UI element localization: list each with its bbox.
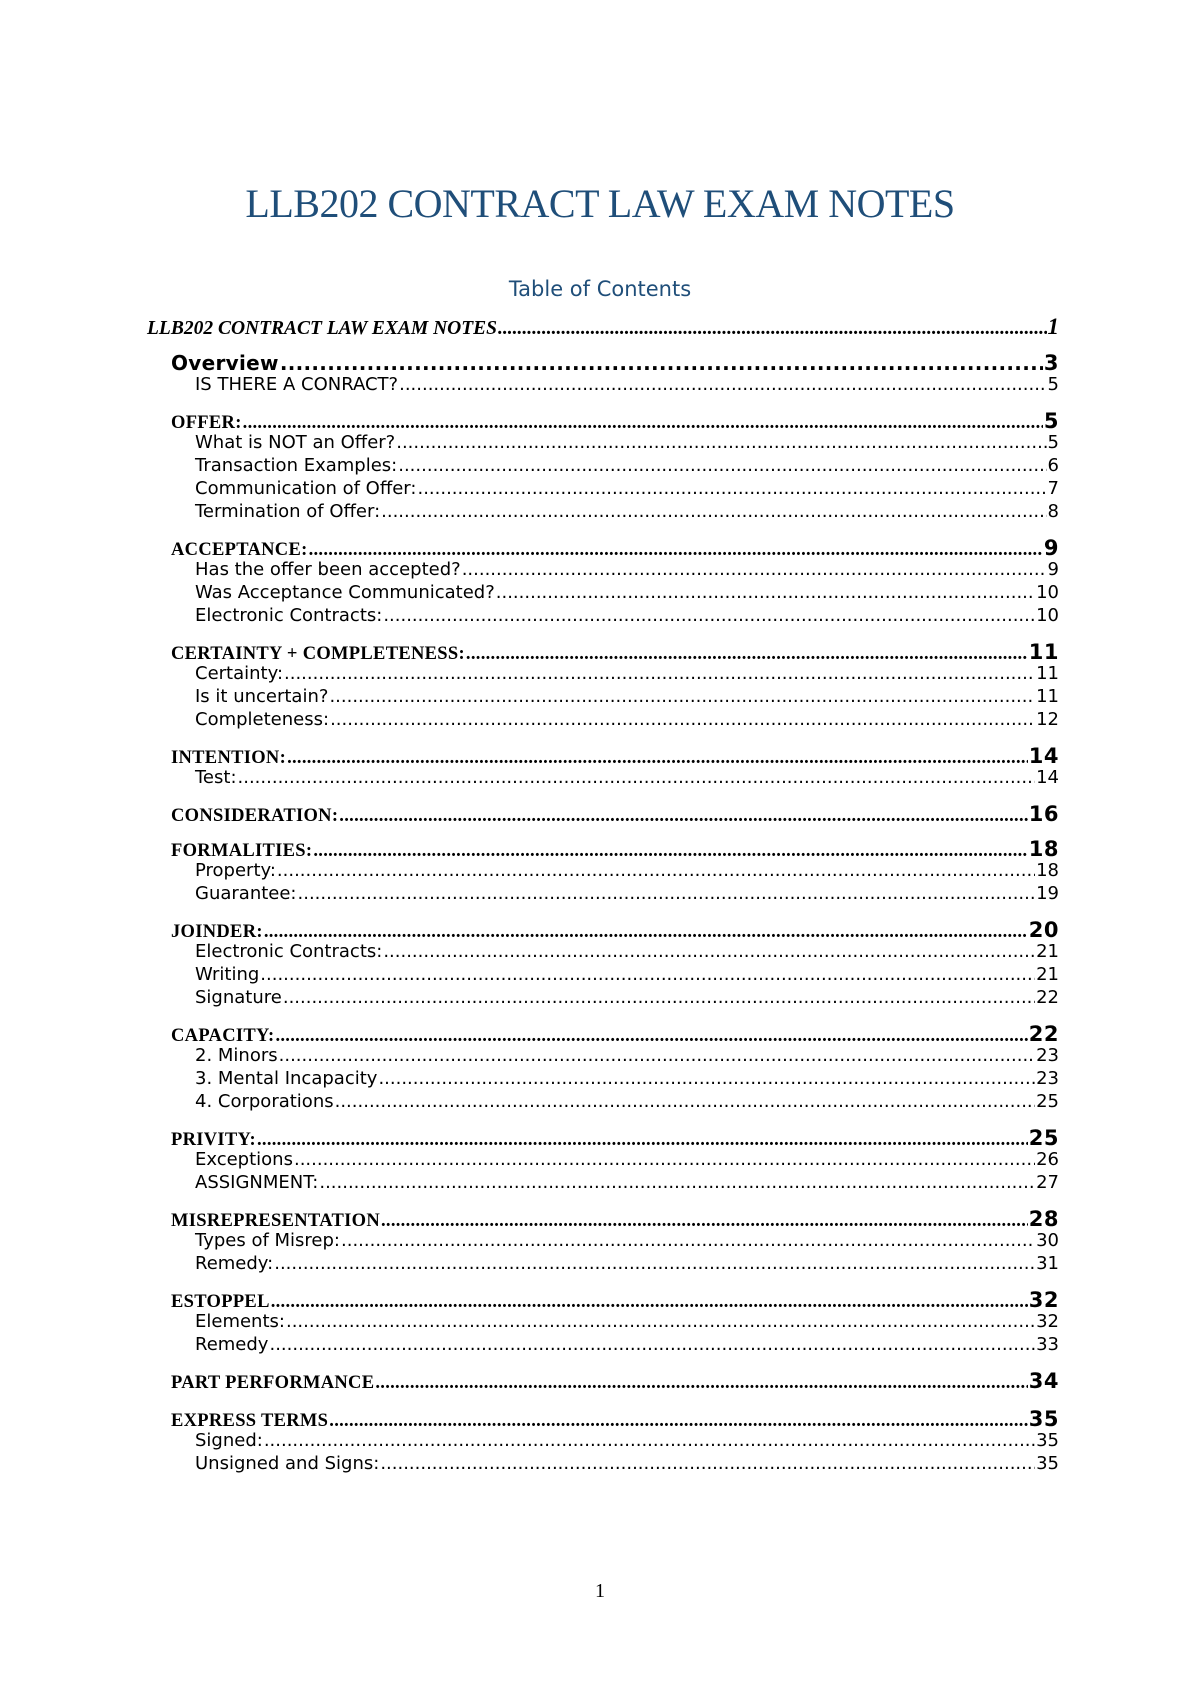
toc-entry-page: 32 bbox=[1028, 1288, 1059, 1312]
toc-entry[interactable] bbox=[195, 582, 1059, 603]
toc-dot-leader bbox=[396, 432, 1046, 453]
toc-dot-leader bbox=[496, 582, 1035, 603]
toc-entry-label: Guarantee: bbox=[195, 883, 297, 904]
toc-entry[interactable] bbox=[195, 455, 1059, 476]
toc-entry[interactable] bbox=[171, 1022, 1059, 1047]
toc-entry[interactable] bbox=[171, 640, 1059, 665]
toc-entry-page: 3 bbox=[1043, 351, 1059, 375]
toc-entry[interactable] bbox=[195, 1430, 1059, 1451]
toc-entry[interactable] bbox=[171, 744, 1059, 769]
toc-entry-label: Test: bbox=[195, 767, 237, 788]
toc-entry-page: 35 bbox=[1028, 1407, 1059, 1431]
toc-entry[interactable] bbox=[171, 918, 1059, 943]
toc-entry-label: Termination of Offer: bbox=[195, 501, 381, 522]
toc-entry-page: 27 bbox=[1036, 1172, 1059, 1193]
toc-entry-label: Overview bbox=[171, 351, 279, 375]
toc-entry-page: 30 bbox=[1036, 1230, 1059, 1251]
toc-dot-leader bbox=[287, 748, 1028, 769]
toc-entry-page: 9 bbox=[1043, 536, 1059, 560]
toc-entry-page: 26 bbox=[1036, 1149, 1059, 1170]
toc-entry-label: Signed: bbox=[195, 1430, 263, 1451]
toc-entry-label: Exceptions bbox=[195, 1149, 293, 1170]
toc-dot-leader bbox=[294, 1149, 1035, 1170]
toc-entry-page: 25 bbox=[1036, 1091, 1059, 1112]
toc-entry[interactable] bbox=[171, 1407, 1059, 1432]
toc-entry-label: OFFER: bbox=[171, 413, 242, 433]
toc-dot-leader bbox=[284, 663, 1035, 684]
toc-entry-page: 10 bbox=[1036, 582, 1059, 603]
toc-entry[interactable] bbox=[195, 941, 1059, 962]
toc-dot-leader bbox=[417, 478, 1046, 499]
toc-entry[interactable] bbox=[171, 536, 1059, 561]
toc-entry[interactable] bbox=[195, 605, 1059, 626]
toc-entry-label: Was Acceptance Communicated? bbox=[195, 582, 495, 603]
toc-entry[interactable] bbox=[171, 1126, 1059, 1151]
toc-entry[interactable] bbox=[195, 1149, 1059, 1170]
toc-entry-label: ASSIGNMENT: bbox=[195, 1172, 319, 1193]
toc-dot-leader bbox=[257, 1130, 1028, 1151]
toc-entry-label: CONSIDERATION: bbox=[171, 806, 339, 826]
toc-dot-leader bbox=[329, 1411, 1028, 1432]
toc-dot-leader bbox=[498, 318, 1047, 340]
document-title: LLB202 CONTRACT LAW EXAM NOTES bbox=[245, 181, 955, 226]
toc-entry[interactable] bbox=[195, 559, 1059, 580]
toc-dot-leader bbox=[462, 559, 1047, 580]
toc-entry-page: 5 bbox=[1047, 432, 1059, 453]
toc-entry-page: 9 bbox=[1047, 559, 1059, 580]
toc-entry-page: 11 bbox=[1028, 640, 1059, 664]
toc-entry[interactable] bbox=[171, 1207, 1059, 1232]
toc-entry-page: 10 bbox=[1036, 605, 1059, 626]
toc-entry-page: 23 bbox=[1036, 1045, 1059, 1066]
toc-dot-leader bbox=[381, 1211, 1028, 1232]
toc-entry-label: Elements: bbox=[195, 1311, 285, 1332]
toc-entry[interactable] bbox=[195, 1230, 1059, 1251]
toc-entry-page: 14 bbox=[1036, 767, 1059, 788]
toc-dot-leader bbox=[383, 605, 1035, 626]
toc-entry[interactable] bbox=[195, 964, 1059, 985]
toc-entry-label: Types of Misrep: bbox=[195, 1230, 340, 1251]
toc-entry-label: Remedy bbox=[195, 1334, 269, 1355]
toc-dot-leader bbox=[279, 1045, 1035, 1066]
toc-dot-leader bbox=[274, 1253, 1035, 1274]
toc-dot-leader bbox=[313, 841, 1027, 862]
toc-entry-page: 11 bbox=[1036, 663, 1059, 684]
toc-entry-page: 20 bbox=[1028, 918, 1059, 942]
toc-entry[interactable] bbox=[195, 432, 1059, 453]
toc-entry-label: 2. Minors bbox=[195, 1045, 278, 1066]
toc-dot-leader bbox=[286, 1311, 1035, 1332]
toc-dot-leader bbox=[280, 351, 1043, 375]
toc-dot-leader bbox=[341, 1230, 1035, 1251]
toc-dot-leader bbox=[329, 686, 1035, 707]
toc-entry-label: FORMALITIES: bbox=[171, 841, 313, 861]
toc-entry-label: Property: bbox=[195, 860, 276, 881]
toc-dot-leader bbox=[375, 1373, 1027, 1394]
toc-entry-page: 18 bbox=[1028, 837, 1059, 861]
toc-entry[interactable] bbox=[147, 314, 1059, 340]
toc-dot-leader bbox=[466, 644, 1028, 665]
toc-entry-label: Certainty: bbox=[195, 663, 284, 684]
toc-entry-page: 12 bbox=[1036, 709, 1059, 730]
toc-dot-leader bbox=[238, 767, 1036, 788]
toc-entry-page: 22 bbox=[1036, 987, 1059, 1008]
toc-entry[interactable] bbox=[195, 501, 1059, 522]
toc-entry-page: 11 bbox=[1036, 686, 1059, 707]
toc-entry[interactable] bbox=[195, 1311, 1059, 1332]
toc-entry-label: Signature bbox=[195, 987, 282, 1008]
toc-entry-label: PART PERFORMANCE bbox=[171, 1373, 375, 1393]
toc-dot-leader bbox=[399, 374, 1046, 395]
toc-dot-leader bbox=[339, 806, 1027, 827]
toc-dot-leader bbox=[298, 883, 1036, 904]
toc-dot-leader bbox=[243, 413, 1043, 434]
toc-entry[interactable] bbox=[195, 1253, 1059, 1274]
toc-entry-label: Has the offer been accepted? bbox=[195, 559, 461, 580]
toc-entry[interactable] bbox=[195, 1334, 1059, 1355]
toc-entry-label: Electronic Contracts: bbox=[195, 941, 383, 962]
toc-dot-leader bbox=[381, 501, 1046, 522]
toc-heading: Table of Contents bbox=[508, 277, 692, 301]
toc-entry-label: INTENTION: bbox=[171, 748, 287, 768]
toc-dot-leader bbox=[275, 1026, 1027, 1047]
toc-entry-page: 21 bbox=[1036, 964, 1059, 985]
toc-entry-label: MISREPRESENTATION bbox=[171, 1211, 380, 1231]
toc-entry-page: 31 bbox=[1036, 1253, 1059, 1274]
toc-entry[interactable] bbox=[195, 709, 1059, 730]
toc-entry-page: 18 bbox=[1036, 860, 1059, 881]
toc-entry-page: 33 bbox=[1036, 1334, 1059, 1355]
toc-entry-label: LLB202 CONTRACT LAW EXAM NOTES bbox=[147, 318, 497, 339]
toc-entry[interactable] bbox=[195, 1172, 1059, 1193]
toc-entry-label: Transaction Examples: bbox=[195, 455, 398, 476]
toc-entry-page: 21 bbox=[1036, 941, 1059, 962]
toc-entry-label: Completeness: bbox=[195, 709, 330, 730]
toc-entry-label: 3. Mental Incapacity bbox=[195, 1068, 378, 1089]
toc-entry-page: 8 bbox=[1047, 501, 1059, 522]
toc-entry-label: CAPACITY: bbox=[171, 1026, 275, 1046]
toc-entry-label: Communication of Offer: bbox=[195, 478, 417, 499]
toc-entry-label: CERTAINTY + COMPLETENESS: bbox=[171, 644, 465, 664]
toc-entry-label: EXPRESS TERMS bbox=[171, 1411, 329, 1431]
toc-entry[interactable] bbox=[195, 987, 1059, 1008]
toc-dot-leader bbox=[264, 1430, 1035, 1451]
toc-entry-label: 4. Corporations bbox=[195, 1091, 334, 1112]
toc-entry-label: PRIVITY: bbox=[171, 1130, 256, 1150]
toc-entry-label: ACCEPTANCE: bbox=[171, 540, 308, 560]
toc-entry[interactable] bbox=[171, 1288, 1059, 1313]
toc-dot-leader bbox=[264, 922, 1028, 943]
toc-dot-leader bbox=[271, 1292, 1028, 1313]
toc-dot-leader bbox=[398, 455, 1046, 476]
toc-dot-leader bbox=[277, 860, 1035, 881]
toc-entry-label: IS THERE A CONRACT? bbox=[195, 374, 399, 395]
toc-entry-label: Remedy: bbox=[195, 1253, 274, 1274]
toc-entry[interactable] bbox=[195, 1045, 1059, 1066]
toc-entry[interactable] bbox=[195, 663, 1059, 684]
toc-entry[interactable] bbox=[195, 883, 1059, 904]
toc-entry-page: 7 bbox=[1047, 478, 1059, 499]
toc-entry[interactable] bbox=[171, 1369, 1059, 1394]
toc-entry-page: 35 bbox=[1036, 1453, 1059, 1474]
toc-dot-leader bbox=[378, 1068, 1035, 1089]
toc-entry-page: 25 bbox=[1028, 1126, 1059, 1150]
toc-entry-label: Writing bbox=[195, 964, 260, 985]
page-number: 1 bbox=[595, 1580, 605, 1602]
toc-entry[interactable] bbox=[195, 686, 1059, 707]
toc-entry-label: Electronic Contracts: bbox=[195, 605, 383, 626]
toc-dot-leader bbox=[309, 540, 1043, 561]
toc-dot-leader bbox=[269, 1334, 1035, 1355]
toc-dot-leader bbox=[260, 964, 1035, 985]
toc-entry[interactable] bbox=[171, 802, 1059, 827]
toc-entry-label: JOINDER: bbox=[171, 922, 263, 942]
toc-entry-page: 19 bbox=[1036, 883, 1059, 904]
toc-entry[interactable] bbox=[195, 1453, 1059, 1474]
toc-entry[interactable] bbox=[171, 409, 1059, 434]
toc-entry-page: 5 bbox=[1043, 409, 1059, 433]
toc-entry-label: What is NOT an Offer? bbox=[195, 432, 396, 453]
toc-entry-page: 6 bbox=[1047, 455, 1059, 476]
toc-entry-label: ESTOPPEL bbox=[171, 1292, 270, 1312]
toc-entry[interactable] bbox=[195, 374, 1059, 395]
toc-entry[interactable] bbox=[195, 478, 1059, 499]
toc-entry[interactable] bbox=[171, 351, 1059, 375]
toc-entry[interactable] bbox=[171, 837, 1059, 862]
toc-entry-label: Is it uncertain? bbox=[195, 686, 329, 707]
toc-entry-page: 22 bbox=[1028, 1022, 1059, 1046]
toc-entry-page: 34 bbox=[1028, 1369, 1059, 1393]
toc-entry-page: 14 bbox=[1028, 744, 1059, 768]
toc-entry[interactable] bbox=[195, 860, 1059, 881]
toc-dot-leader bbox=[380, 1453, 1035, 1474]
toc-entry-page: 35 bbox=[1036, 1430, 1059, 1451]
toc-entry-page: 32 bbox=[1036, 1311, 1059, 1332]
toc-entry-page: 16 bbox=[1028, 802, 1059, 826]
toc-dot-leader bbox=[330, 709, 1035, 730]
toc-entry[interactable] bbox=[195, 767, 1059, 788]
toc-entry-page: 28 bbox=[1028, 1207, 1059, 1231]
toc-dot-leader bbox=[383, 941, 1035, 962]
toc-entry[interactable] bbox=[195, 1068, 1059, 1089]
toc-dot-leader bbox=[335, 1091, 1035, 1112]
toc-entry-page: 5 bbox=[1047, 374, 1059, 395]
toc-entry-label: Unsigned and Signs: bbox=[195, 1453, 380, 1474]
toc-dot-leader bbox=[283, 987, 1035, 1008]
toc-dot-leader bbox=[319, 1172, 1035, 1193]
toc-entry[interactable] bbox=[195, 1091, 1059, 1112]
toc-entry-page: 1 bbox=[1047, 314, 1059, 339]
toc-entry-page: 23 bbox=[1036, 1068, 1059, 1089]
